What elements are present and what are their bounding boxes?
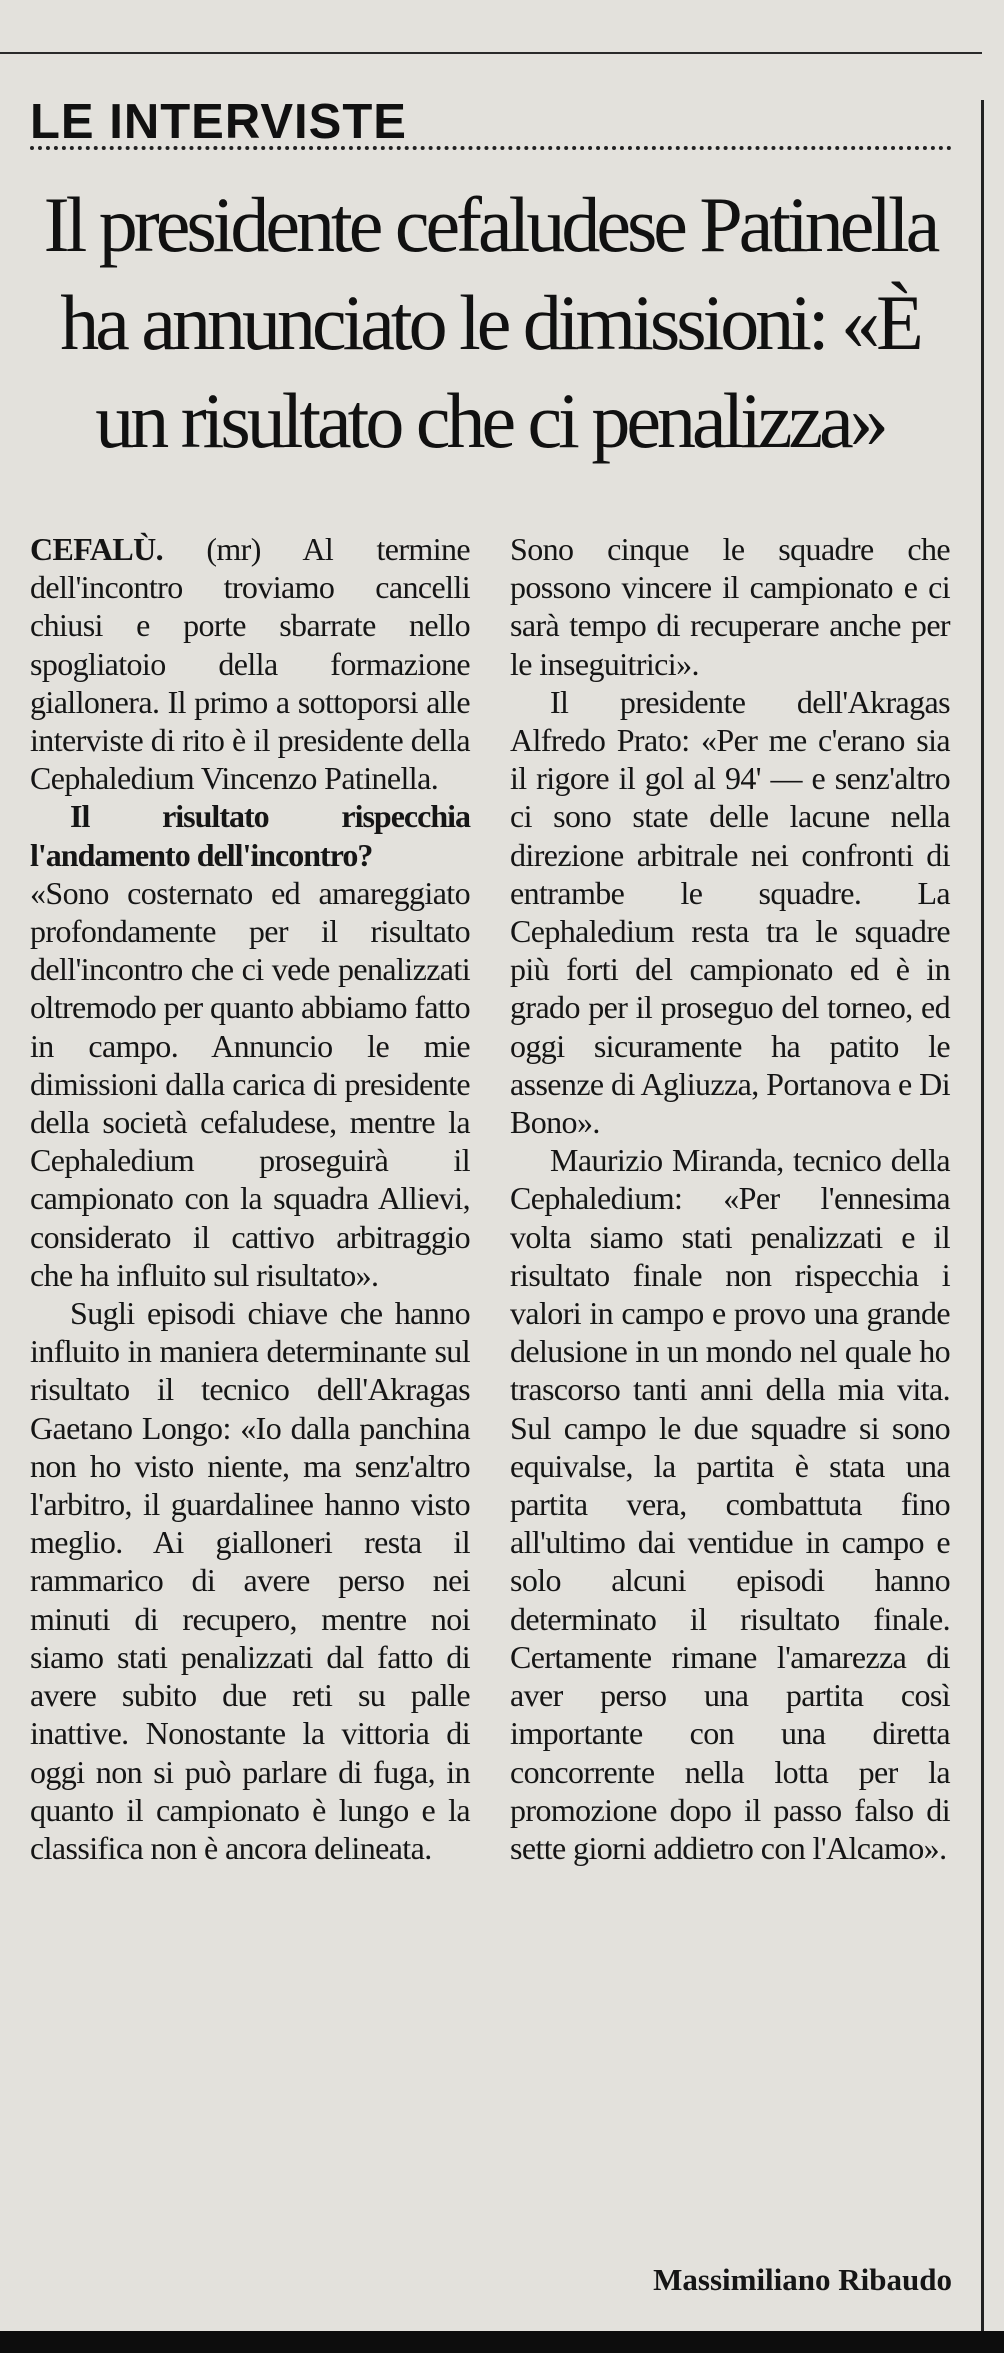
dotted-divider (30, 146, 952, 150)
column-rule (981, 100, 984, 2353)
scan-edge (0, 2331, 1004, 2353)
article-column-left (30, 530, 470, 1867)
dateline: CEFALÙ. (30, 531, 163, 567)
article-paragraph-2: «Sono costernato ed amareggiato profondamente per il risultato dell'incontro che ci vede penalizzati oltremodo per quanto abbiamo fatto in campo. Annuncio le mie dimissioni dalla carica di presidente della società cefaludese, mentre la Cephaledium proseguirà il campionato con la squadra Allievi, considerato il cattivo arbitraggio che ha influito sul risultato». (30, 874, 470, 1293)
article-paragraph-4: Sono cinque le squadre che possono vincere il campionato e ci sarà tempo di recuperare anche per le inseguitrici». (510, 531, 950, 682)
article-paragraph-6: Maurizio Miranda, tecnico della Cephaledium: «Per l'ennesima volta siamo stati penalizzati e il risultato finale non rispecchia i valori in campo e provo una grande delusione in un mondo nel quale ho trascorso tanti anni della mia vita. Sul campo le due squadre si sono equivalse, la partita è stata una partita vera, combattuta fino all'ultimo dai ventidue in campo e solo alcuni episodi hanno determinato il risultato finale. Certamente rimane l'amarezza di aver perso una partita così importante con una diretta concorrente nella lotta per la promozione dopo il passo falso di sette giorni addietro con l'Alcamo». (510, 1142, 950, 1866)
article-column-right (510, 530, 950, 1867)
byline: Massimiliano Ribaudo (653, 2262, 952, 2297)
article-paragraph-1 (30, 530, 470, 797)
article-paragraph-3: Sugli episodi chiave che hanno influito in maniera determinante sul risultato il tecnico dell'Akragas Gaetano Longo: «Io dalla panchina non ho visto niente, ma senz'altro l'arbitro, il guardalinee hanno visto meglio. Ai gialloneri resta il rammarico di avere perso nei minuti di recupero, mentre noi siamo stati penalizzati dal fatto di avere subito due reti su palle inattive. Nonostante la vittoria di oggi non si può parlare di fuga, in quanto il campionato è lungo e la classifica non è ancora delineata. (30, 1295, 470, 1866)
top-rule (0, 52, 982, 54)
interview-question: Il risultato rispecchia l'andamento dell'incontro? (30, 798, 470, 873)
article-lead: (mr) Al termine dell'incontro troviamo cancelli chiusi e porte sbarrate nello spogliatoio della formazione giallonera. Il primo a sottoporsi alle interviste di rito è il presidente della Cephaledium Vincenzo Patinella. (30, 531, 470, 797)
section-label: LE INTERVISTE (30, 95, 407, 149)
article-paragraph-5: Il presidente dell'Akragas Alfredo Prato: «Per me c'erano sia il rigore il gol al 94' — e senz'altro ci sono state delle lacune nella direzione arbitrale nei confronti di entrambe le squadre. La Cephaledium resta tra le squadre più forti del campionato ed è in grado per il proseguo del torneo, ed oggi sicuramente ha patito le assenze di Agliuzza, Portanova e Di Bono». (510, 683, 950, 1141)
headline: Il presidente cefaludese Patinella ha annunciato le dimissioni: «È un risultato che ci penalizza» (43, 181, 937, 464)
